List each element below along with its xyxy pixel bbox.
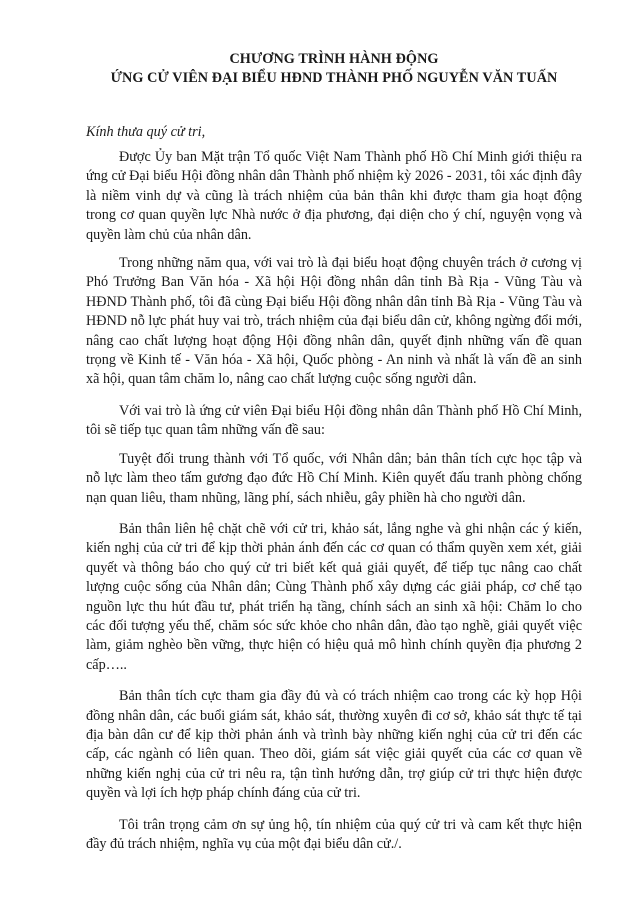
title-line-1: CHƯƠNG TRÌNH HÀNH ĐỘNG [229,51,439,67]
document-title [86,50,582,88]
paragraph-past-role: Trong những năm qua, với vai trò là đại biểu hoạt động chuyên trách ở cương vị Phó Trưởng Ban Văn hóa - Xã hội Hội đồng nhân dân tỉnh Bà Rịa - Vũng Tàu và HĐND Thành phố, tôi đã cùng Đại biểu Hội đồng nhân dân tỉnh Bà Rịa - Vũng Tàu và HĐND nỗ lực phát huy vai trò, trách nhiệm của đại biểu dân cử, không ngừng đổi mới, nâng cao chất lượng hoạt động Hội đồng nhân dân, quyết định những vấn đề quan trọng về Kinh tế - Văn hóa - Xã hội, Quốc phòng - An ninh và nhất là vấn đề an sinh xã hội, quan tâm chăm lo, nâng cao chất lượng cuộc sống người dân. [86,255,582,388]
paragraph-participation: Bản thân tích cực tham gia đầy đủ và có trách nhiệm cao trong các kỳ họp Hội đồng nhân dân, các buổi giám sát, khảo sát, thường xuyên đi cơ sở, khảo sát thực tế tại địa bàn dân cư để kịp thời phản ánh và trình bày những kiến nghị của cử tri đến các cấp, các ngành có liên quan. Theo dõi, giám sát việc giải quyết của các cơ quan về những kiến nghị của cử tri nêu ra, tận tình hướng dẫn, trợ giúp cử tri thực hiện được quyền và lợi ích hợp pháp chính đáng của cử tri. [86,688,582,802]
paragraph-commitment-intro: Với vai trò là ứng cử viên Đại biểu Hội đồng nhân dân Thành phố Hồ Chí Minh, tôi sẽ tiếp tục quan tâm những vấn đề sau: [86,402,582,439]
paragraph-closing: Tôi trân trọng cảm ơn sự ủng hộ, tín nhiệm của quý cử tri và cam kết thực hiện đầy đủ trách nhiệm, nghĩa vụ của một đại biểu dân cử./. [86,816,582,852]
paragraph-loyalty: Tuyệt đối trung thành với Tổ quốc, với Nhân dân; bản thân tích cực học tập và nỗ lực làm theo tấm gương đạo đức Hồ Chí Minh. Kiên quyết đấu tranh phòng chống nạn quan liêu, tham nhũng, lãng phí, sách nhiễu, gây phiền hà cho người dân. [86,450,582,506]
greeting: Kính thưa quý cử tri, [86,124,206,140]
paragraph-introduction: Được Ủy ban Mặt trận Tổ quốc Việt Nam Thành phố Hồ Chí Minh giới thiệu ra ứng cử Đại biểu Hội đồng nhân dân Thành phố nhiệm kỳ 2026 - 2031, tôi xác định đây là niềm vinh dự và cũng là trách nhiệm của bản thân khi được tham gia hoạt động trong cơ quan quyền lực Nhà nước ở địa phương, đại diện cho ý chí, nguyện vọng và quyền làm chủ của nhân dân. [86,149,582,243]
title-line-2: ỨNG CỬ VIÊN ĐẠI BIỂU HĐND THÀNH PHỐ NGUYỄN VĂN TUẤN [110,70,558,86]
paragraph-voter-contact: Bản thân liên hệ chặt chẽ với cử tri, khảo sát, lắng nghe và ghi nhận các ý kiến, kiến nghị của cử tri để kịp thời phản ánh đến các cơ quan có thẩm quyền xem xét, giải quyết và thông báo cho quý cử tri biết kết quả giải quyết, để tiếp tục nâng cao chất lượng cuộc sống của Nhân dân; Cùng Thành phố xây dựng các giải pháp, cơ chế tạo nguồn lực thu hút đầu tư, phát triển hạ tầng, chính sách an sinh xã hội: Chăm lo cho các đối tượng yếu thế, chăm sóc sức khỏe cho nhân dân, đào tạo nghề, giải quyết việc làm, giảm nghèo bền vững, thực hiện có hiệu quả mô hình chính quyền địa phương 2 cấp….. [86,520,582,673]
